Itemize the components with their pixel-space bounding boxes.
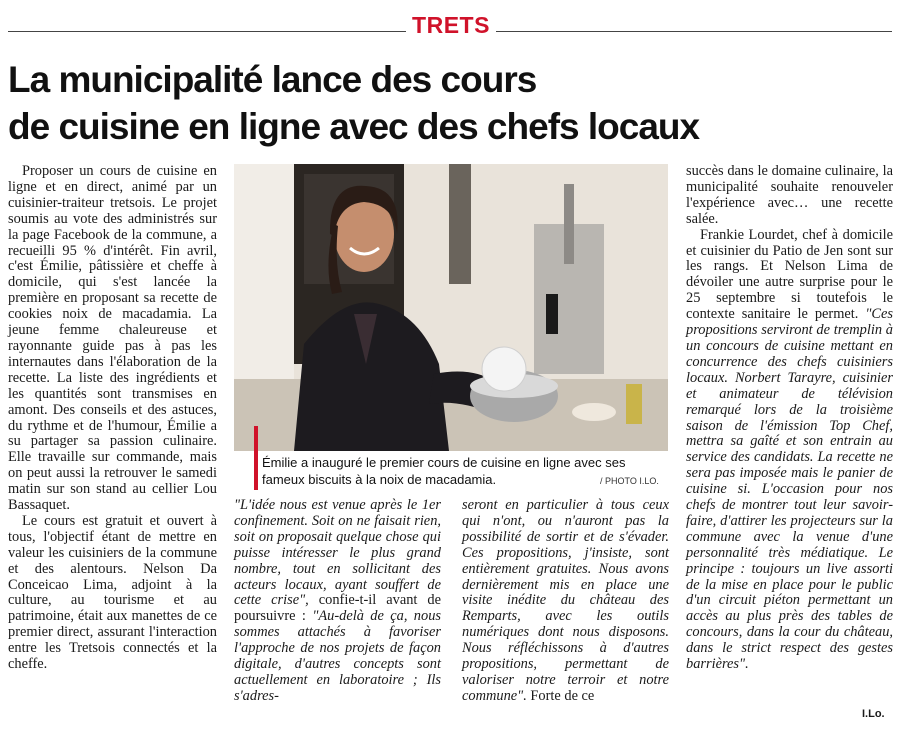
chef-photo bbox=[234, 164, 668, 451]
text: Forte de ce bbox=[526, 687, 595, 704]
paragraph: Le cours est gratuit et ouvert à tous, l'objectif étant de mettre en valeur les cuisiniers de la commune et des alentours. Nelson Da Conceicao Lima, adjoint à la culture, au tourisme et au patrimoine, était aux manettes de ce premier direct, assurant l'interaction entre les Tretsois connectés et la cheffe. bbox=[8, 512, 217, 673]
photo-caption: Émilie a inauguré le premier cours de cuisine en ligne avec ses fameux biscuits à la noix de macadamia. bbox=[262, 455, 626, 487]
headline-line-1: La municipalité lance des cours bbox=[8, 59, 537, 100]
text: confie-t-il avant de poursuivre : bbox=[234, 592, 441, 625]
paragraph bbox=[686, 228, 893, 673]
quote: "L'idée nous est venue après le 1er confinement. Soit on ne faisait rien, soit on proposait quelque chose qui puisse intéresser le plus grand nombre, tout en sollicitant des acteurs locaux, ayant souffert de cette crise", bbox=[234, 497, 441, 609]
author-signature: I.Lo. bbox=[862, 708, 885, 720]
paragraph: Proposer un cours de cuisine en ligne et en direct, animé par un cuisinier-traiteur tretsois. Le projet soumis au vote des administrés sur la page Facebook de la commune, a recueilli 95 % d'intérêt. Fin avril, c'est Émilie, pâtissière et cheffe à domicile, qui s'est lancée la première en proposant sa recette de cookies noix de macadamia. La jeune femme chaleureuse et rayonnante guide pas à pas les internautes dans l'élaboration de la recette. La liste des ingrédients et les quantités sont transmises en amont. Des conseils et des astuces, du rythme et de l'humour, Émilie a su partager sa passion culinaire. Elle travaille sur commande, mais on peut aussi la retrouver le samedi matin sur son stand au cellier Lou Bassaquet. bbox=[8, 163, 217, 514]
chef-illustration bbox=[234, 164, 668, 451]
article-column-4 bbox=[686, 164, 893, 673]
headline bbox=[8, 56, 893, 150]
photo-credit: / PHOTO I.LO. bbox=[600, 476, 659, 486]
paragraph bbox=[462, 498, 669, 705]
quote: "Ces propositions serviront de tremplin à un concours de cuisine mettant en concurrence des chefs cuisiniers locaux. Norbert Tarayre, cuisinier et animateur de télévision remarqué lors de la troisième saison de l'émission Top Chef, mettra sa gaîté et son entrain au service des candidats. La recette ne sera pas imposée mais le panier de cuisine si. L'occasion pour nos chefs de montrer tout leur savoir-faire, d'attirer les projecteurs sur la commune avec la venue d'une personnalité très médiatique. Le principe : toujours un live assorti de la mise en place pour le public d'un circuit piéton permettant un accès au plus près des tables de concours, dans la cour du château, dans le strict respect des gestes barrières". bbox=[686, 306, 893, 673]
article-column-2 bbox=[234, 498, 441, 705]
quote: seront en particulier à tous ceux qui n'ont, ou n'auront pas la possibilité de sortir et de s'évader. Ces propositions, j'insiste, sont entièrement gratuites. Nous avons dernièrement mis en place une visite inédite du château des Remparts, avec les outils numériques dont nous disposons. Nous réfléchissons à d'autres propositions, permettant de valoriser notre terroir et notre commune". bbox=[462, 497, 669, 704]
paragraph bbox=[234, 498, 441, 705]
article-column-3 bbox=[462, 498, 669, 705]
article-column-1 bbox=[8, 164, 217, 673]
paragraph: succès dans le domaine culinaire, la municipalité souhaite renouveler l'expérience avec… une recette salée. bbox=[686, 163, 893, 227]
rubric-rule-left bbox=[8, 31, 406, 32]
rubric-rule-right bbox=[496, 31, 892, 32]
headline-line-2: de cuisine en ligne avec des chefs locaux bbox=[8, 106, 700, 147]
caption-accent-bar bbox=[254, 426, 258, 490]
section-rubric: TRETS bbox=[412, 12, 490, 38]
text: Frankie Lourdet, chef à domicile et cuisinier du Patio de Jen sont sur les rangs. Et Nelson Lima de dévoiler une autre surprise pour le 25 septembre si toutefois le contexte sanitaire le permet. bbox=[686, 226, 893, 323]
quote: "Au-delà de ça, nous sommes attachés à favoriser l'approche de nos projets de façon digitale, d'autres concepts sont actuellement en laboratoire ; Ils s'adres- bbox=[234, 608, 441, 704]
